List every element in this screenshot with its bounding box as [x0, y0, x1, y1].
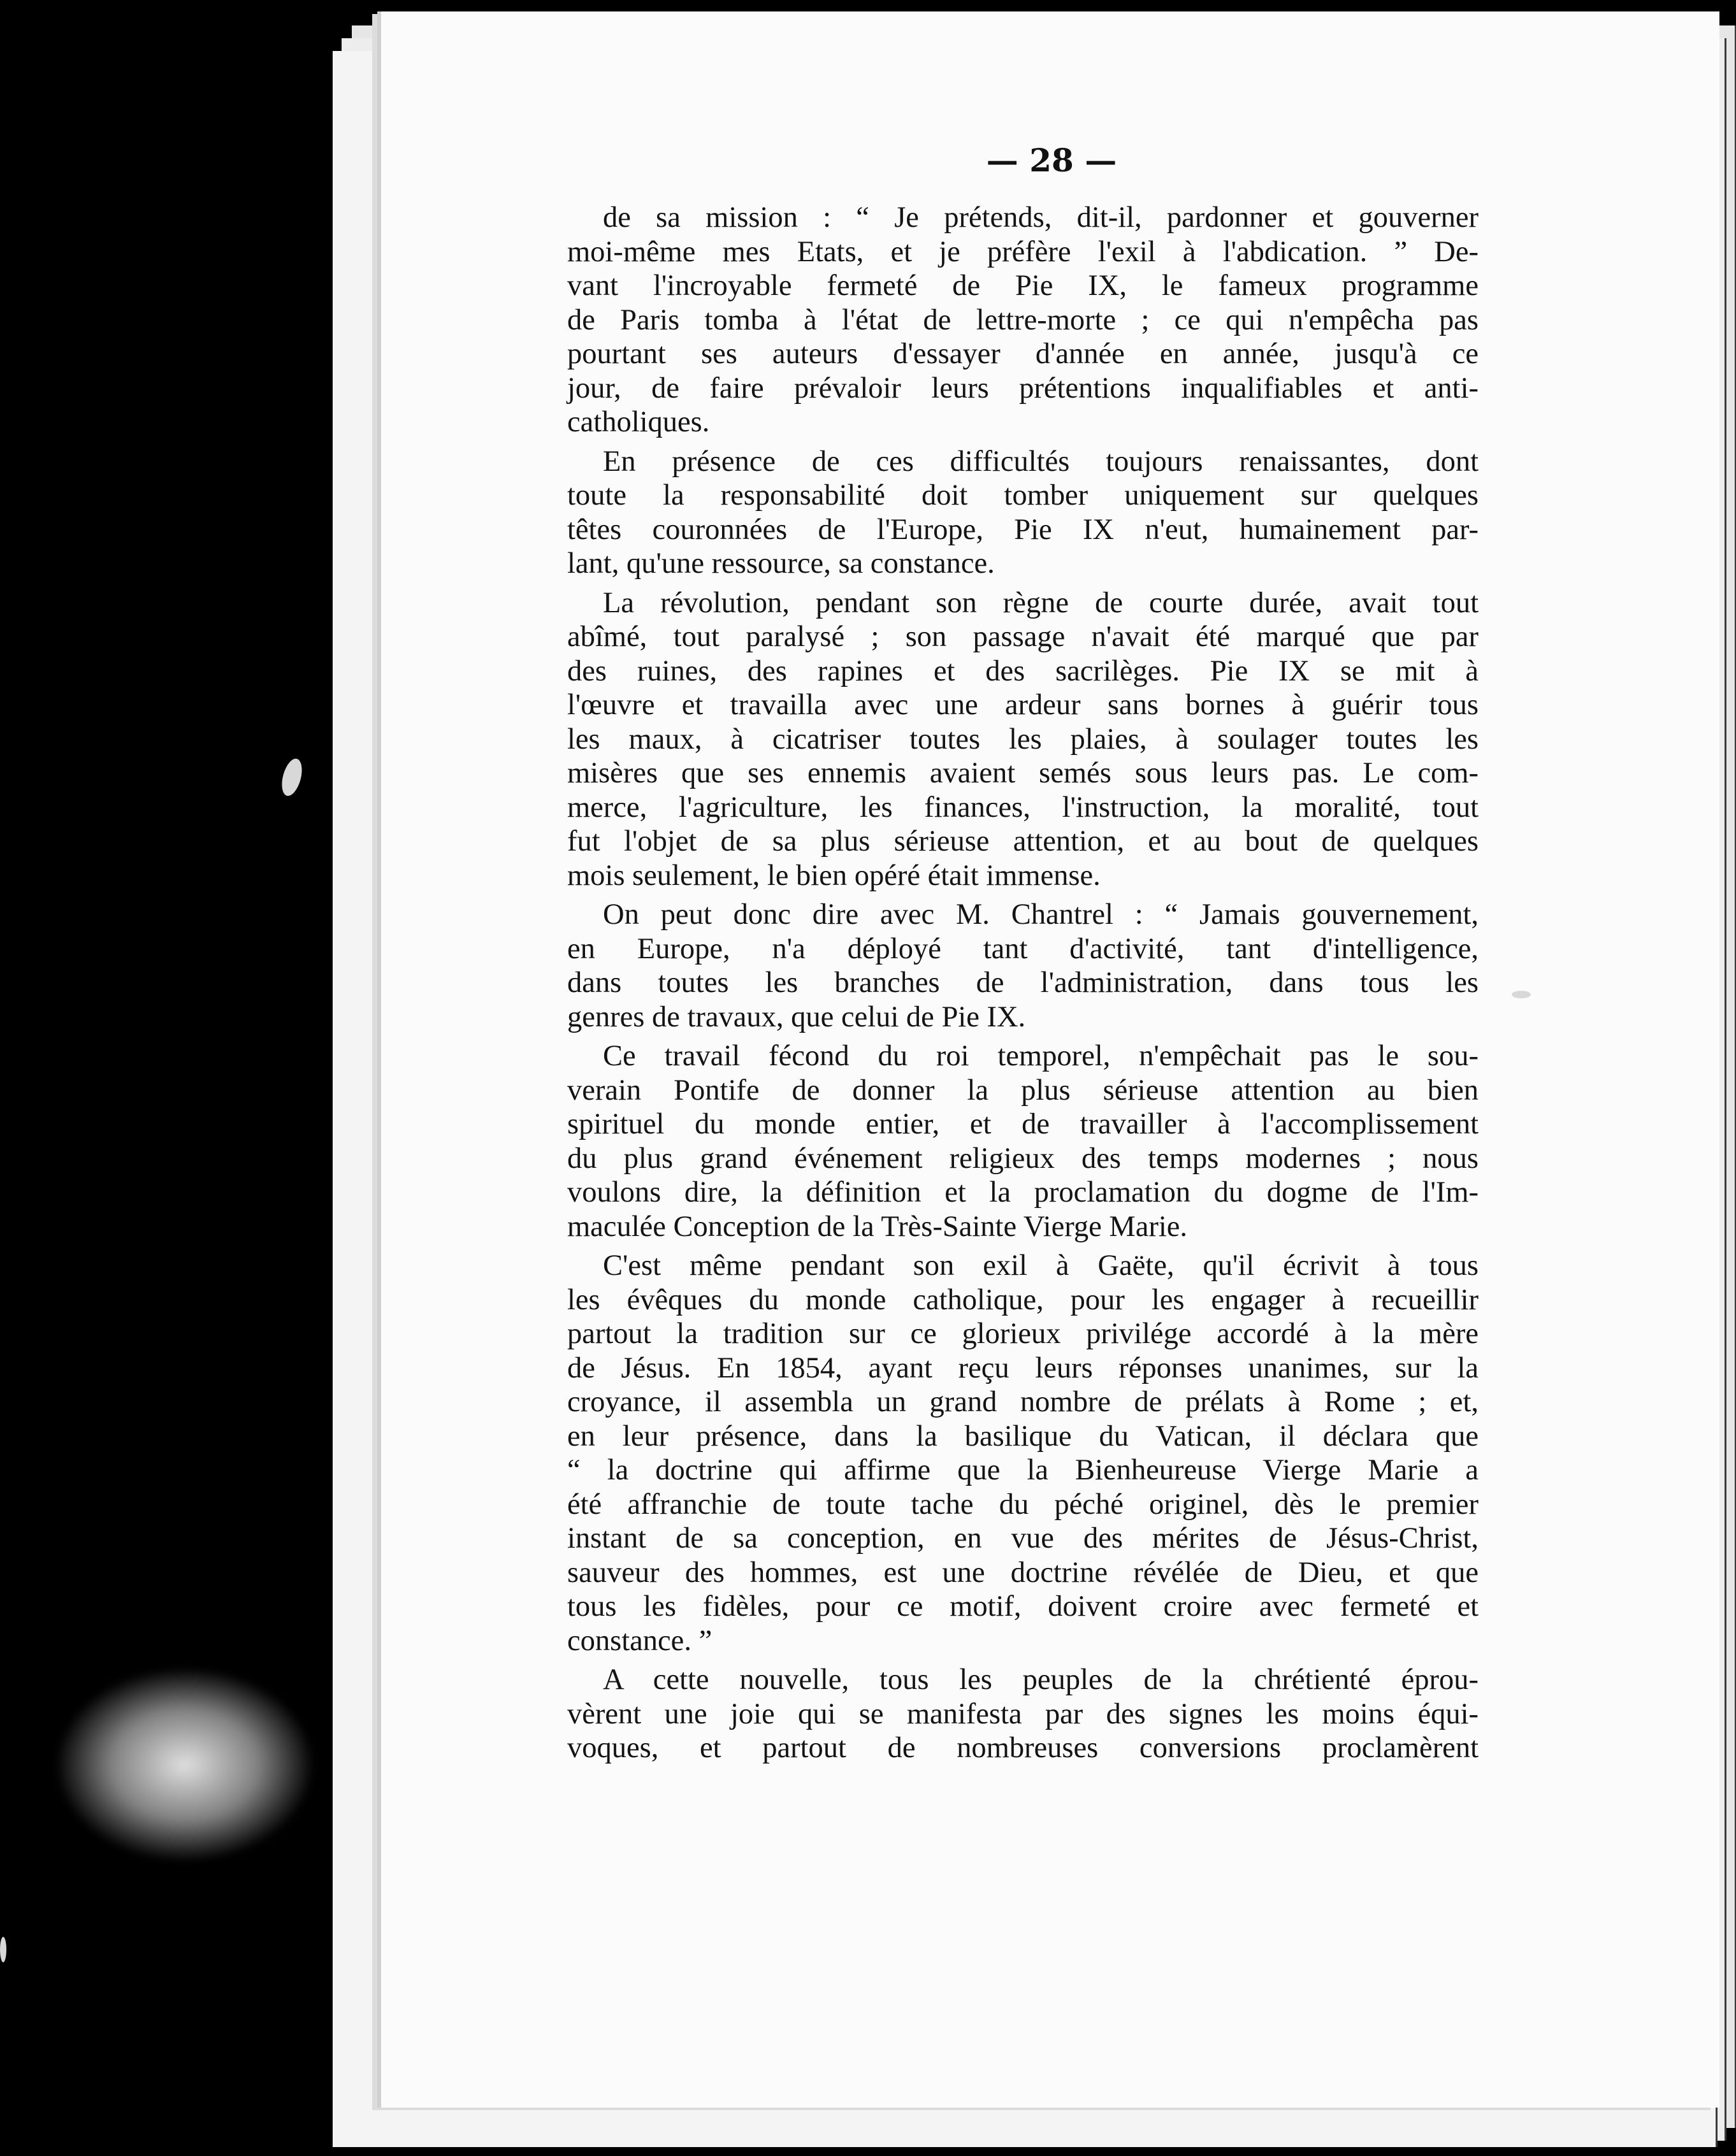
text-line: merce, l'agriculture, les finances, l'instruction, la moralité, tout	[567, 791, 1479, 824]
text-line: En présence de ces difficultés toujours renaissantes, dont	[603, 445, 1479, 478]
text-line: C'est même pendant son exil à Gaëte, qu'il écrivit à tous	[603, 1249, 1479, 1282]
text-line: vant l'incroyable fermeté de Pie IX, le fameux programme	[567, 270, 1479, 302]
text-line: constance. ”	[567, 1624, 712, 1657]
text-line: partout la tradition sur ce glorieux privilége accordé à la mère	[567, 1318, 1479, 1350]
text-line: La révolution, pendant son règne de courte durée, avait tout	[603, 586, 1479, 619]
text-line: A cette nouvelle, tous les peuples de la chrétienté éprou-	[603, 1664, 1479, 1696]
text-line: en Europe, n'a déployé tant d'activité, tant d'intelligence,	[567, 932, 1479, 965]
body-text	[567, 201, 1479, 1771]
paragraph	[567, 1663, 1479, 1765]
text-line: moi-même mes Etats, et je préfère l'exil à l'abdication. ” De-	[567, 235, 1479, 268]
text-line: verain Pontife de donner la plus sérieuse attention au bien	[567, 1074, 1479, 1107]
paragraph	[567, 898, 1479, 1034]
text-line: du plus grand événement religieux des temps modernes ; nous	[567, 1142, 1479, 1175]
text-line: de sa mission : “ Je prétends, dit-il, pardonner et gouverner	[603, 201, 1479, 234]
scan-speck	[278, 756, 306, 798]
text-line: dans toutes les branches de l'administration, dans tous les	[567, 967, 1479, 999]
text-line: instant de sa conception, en vue des mérites de Jésus-Christ,	[567, 1522, 1479, 1555]
text-line: voulons dire, la définition et la proclamation du dogme de l'Im-	[567, 1176, 1479, 1209]
text-line: On peut donc dire avec M. Chantrel : “ Jamais gouvernement,	[603, 898, 1479, 931]
text-line: de Jésus. En 1854, ayant reçu leurs réponses unanimes, sur la	[567, 1351, 1479, 1384]
text-line: jour, de faire prévaloir leurs prétentions inqualifiables et anti-	[567, 371, 1479, 405]
text-line: misères que ses ennemis avaient semés sous leurs pas. Le com-	[567, 757, 1479, 789]
text-line: catholiques.	[567, 406, 710, 438]
text-line: têtes couronnées de l'Europe, Pie IX n'eut, humainement par-	[567, 513, 1479, 546]
text-line: des ruines, des rapines et des sacrilèges. Pie IX se mit à	[567, 654, 1479, 687]
paragraph	[567, 1249, 1479, 1658]
text-line: été affranchie de toute tache du péché originel, dès le premier	[567, 1488, 1479, 1521]
text-line: spirituel du monde entier, et de travailler à l'accomplissement	[567, 1108, 1479, 1140]
text-line: vèrent une joie qui se manifesta par des signes les moins équi-	[567, 1697, 1479, 1730]
text-line: “ la doctrine qui affirme que la Bienheureuse Vierge Marie a	[567, 1454, 1479, 1486]
text-line: Ce travail fécond du roi temporel, n'empêchait pas le sou-	[603, 1040, 1479, 1072]
text-line: genres de travaux, que celui de Pie IX.	[567, 1000, 1026, 1033]
text-line: croyance, il assembla un grand nombre de prélats à Rome ; et,	[567, 1386, 1479, 1418]
text-line: les maux, à cicatriser toutes les plaies, à soulager toutes les	[567, 722, 1479, 756]
text-line: abîmé, tout paralysé ; son passage n'avait été marqué que par	[567, 621, 1479, 653]
text-line: voques, et partout de nombreuses conversions proclamèrent	[567, 1732, 1479, 1764]
text-line: tous les fidèles, pour ce motif, doivent croire avec fermeté et	[567, 1590, 1479, 1623]
text-line: de Paris tomba à l'état de lettre-morte ; ce qui n'empêcha pas	[567, 303, 1479, 336]
text-line: sauveur des hommes, est une doctrine révélée de Dieu, et que	[567, 1556, 1479, 1589]
text-line: mois seulement, le bien opéré était immense.	[567, 859, 1101, 892]
text-line: lant, qu'une ressource, sa constance.	[567, 547, 995, 580]
paragraph	[567, 201, 1479, 440]
scan-speck	[0, 1937, 6, 1962]
text-line: toute la responsabilité doit tomber uniquement sur quelques	[567, 479, 1479, 512]
text-line: l'œuvre et travailla avec une ardeur sans bornes à guérir tous	[567, 689, 1479, 721]
text-line: les évêques du monde catholique, pour les engager à recueillir	[567, 1283, 1479, 1316]
paper-smudge	[57, 1669, 312, 1860]
text-line: en leur présence, dans la basilique du Vatican, il déclara que	[567, 1419, 1479, 1453]
text-line: pourtant ses auteurs d'essayer d'année en année, jusqu'à ce	[567, 338, 1479, 370]
page-number: — 28 —	[986, 141, 1117, 179]
paragraph	[567, 445, 1479, 581]
paragraph	[567, 586, 1479, 893]
paragraph	[567, 1039, 1479, 1244]
scan-speck	[1512, 991, 1531, 998]
text-line: maculée Conception de la Très-Sainte Vierge Marie.	[567, 1210, 1188, 1243]
text-line: fut l'objet de sa plus sérieuse attention, et au bout de quelques	[567, 825, 1479, 858]
